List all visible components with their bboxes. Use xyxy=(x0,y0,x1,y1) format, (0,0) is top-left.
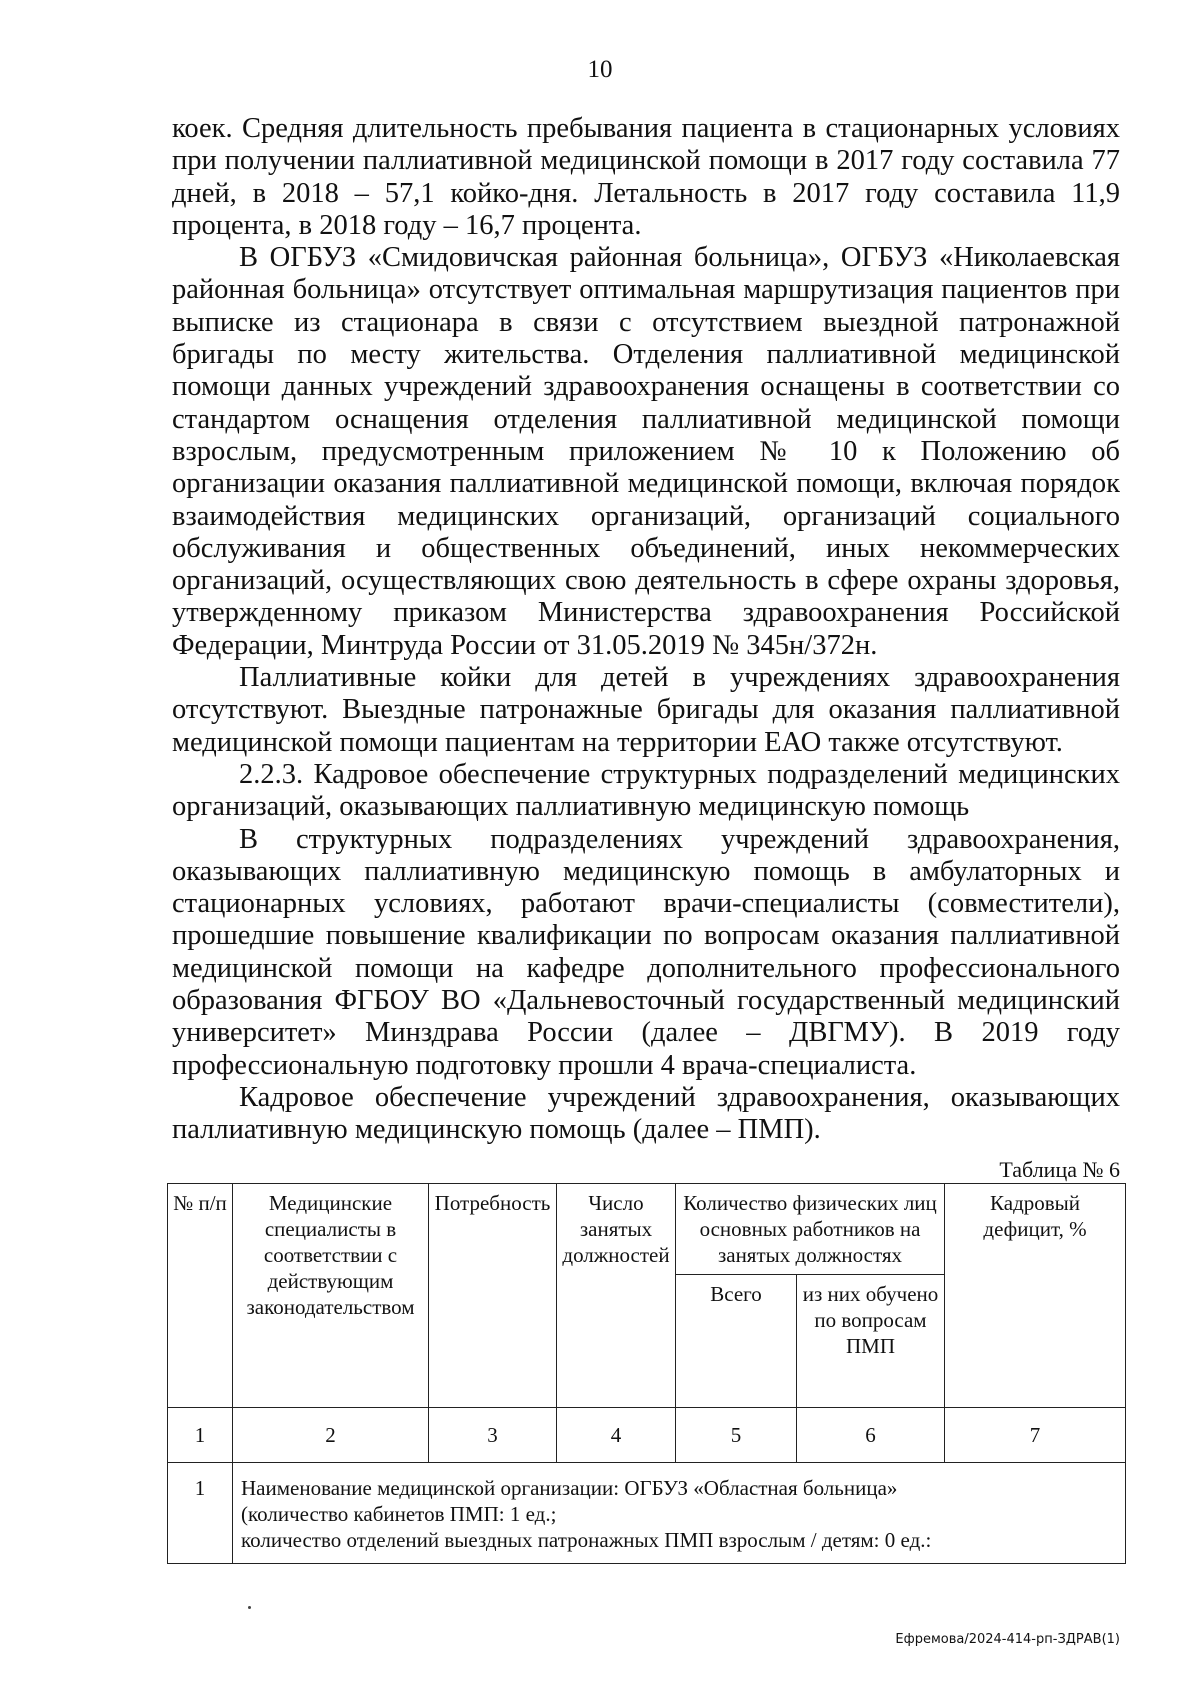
org-cabinets-line: (количество кабинетов ПМП: 1 ед.; xyxy=(241,1502,557,1526)
org-row-description xyxy=(233,1463,1126,1564)
column-number: 7 xyxy=(945,1408,1126,1463)
paragraph-routing: В ОГБУЗ «Смидовичская районная больница», ОГБУЗ «Николаевская районная больница» отсутствует оптимальная маршрутизация пациентов при выписке из стационара в связи с отсутствием выездной патронажной бригады по месту жительства. Отделения паллиативной медицинской помощи данных учреждений здравоохранения оснащены в соответствии со стандартом оснащения отделения паллиативной медицинской помощи взрослым, предусмотренным приложением № 10 к Положению об организации оказания паллиативной медицинской помощи, включая порядок взаимодействия медицинских организаций, организаций социального обслуживания и общественных объединений, иных некоммерческих организаций, осуществляющих свою деятельность в сфере охраны здоровья, утвержденному приказом Министерства здравоохранения Российской Федерации, Минтруда России от 31.05.2019 № 345н/372н. xyxy=(172,242,1120,661)
staffing-table xyxy=(167,1183,1126,1564)
document-body xyxy=(172,113,1120,1147)
column-number: 4 xyxy=(557,1408,676,1463)
column-number: 6 xyxy=(797,1408,945,1463)
header-deficit: Кадровый дефицит, % xyxy=(945,1184,1126,1408)
section-heading-2-2-3: 2.2.3. Кадровое обеспечение структурных подразделений медицинских организаций, оказывающих паллиативную медицинскую помощь xyxy=(172,758,1120,823)
column-number: 3 xyxy=(429,1408,557,1463)
table-org-row xyxy=(168,1463,1126,1564)
header-num: № п/п xyxy=(168,1184,233,1408)
header-total: Всего xyxy=(676,1275,797,1408)
paragraph-hospital-stay: коек. Средняя длительность пребывания пациента в стационарных условиях при получении паллиативной медицинской помощи в 2017 году составила 77 дней, в 2018 – 57,1 койко-дня. Летальность в 2017 году составила 11,9 процента, в 2018 году – 16,7 процента. xyxy=(172,113,1120,241)
org-row-number: 1 xyxy=(168,1463,233,1564)
paragraph-children-beds: Паллиативные койки для детей в учреждениях здравоохранения отсутствуют. Выездные патронажные бригады для оказания паллиативной медицинской помощи пациентам на территории ЕАО также отсутствуют. xyxy=(172,662,1120,758)
table-header-row xyxy=(168,1184,1126,1275)
header-need: Потребность xyxy=(429,1184,557,1408)
column-number: 2 xyxy=(233,1408,429,1463)
header-trained: из них обучено по вопросам ПМП xyxy=(797,1275,945,1408)
column-number: 5 xyxy=(676,1408,797,1463)
table-column-numbers-row xyxy=(168,1408,1126,1463)
column-number: 1 xyxy=(168,1408,233,1463)
paragraph-specialists: В структурных подразделениях учреждений здравоохранения, оказывающих паллиативную медицинскую помощь в амбулаторных и стационарных условиях, работают врачи-специалисты (совместители), прошедшие повышение квалификации по вопросам оказания паллиативной медицинской помощи на кафедре дополнительного профессионального образования ФГБОУ ВО «Дальневосточный государственный медицинский университет» Минздрава России (далее – ДВГМУ). В 2019 году профессиональную подготовку прошли 4 врача-специалиста. xyxy=(172,823,1120,1081)
scan-dot-mark xyxy=(248,1606,251,1609)
org-departments-line: количество отделений выездных патронажных ПМП взрослым / детям: 0 ед.: xyxy=(241,1528,932,1552)
footer-document-code: Ефремова/2024-414-рп-ЗДРАВ(1) xyxy=(895,1632,1120,1647)
page-number: 10 xyxy=(587,56,613,83)
table-caption: Таблица № 6 xyxy=(999,1157,1120,1182)
header-occupied: Число занятых должностей xyxy=(557,1184,676,1408)
paragraph-table-intro: Кадровое обеспечение учреждений здравоохранения, оказывающих паллиативную медицинскую помощь (далее – ПМП). xyxy=(172,1081,1120,1146)
org-name-line: Наименование медицинской организации: ОГБУЗ «Областная больница» xyxy=(241,1476,898,1500)
header-persons: Количество физических лиц основных работников на занятых должностях xyxy=(676,1184,945,1275)
header-specialists: Медицинские специалисты в соответствии с действующим законодательством xyxy=(233,1184,429,1408)
